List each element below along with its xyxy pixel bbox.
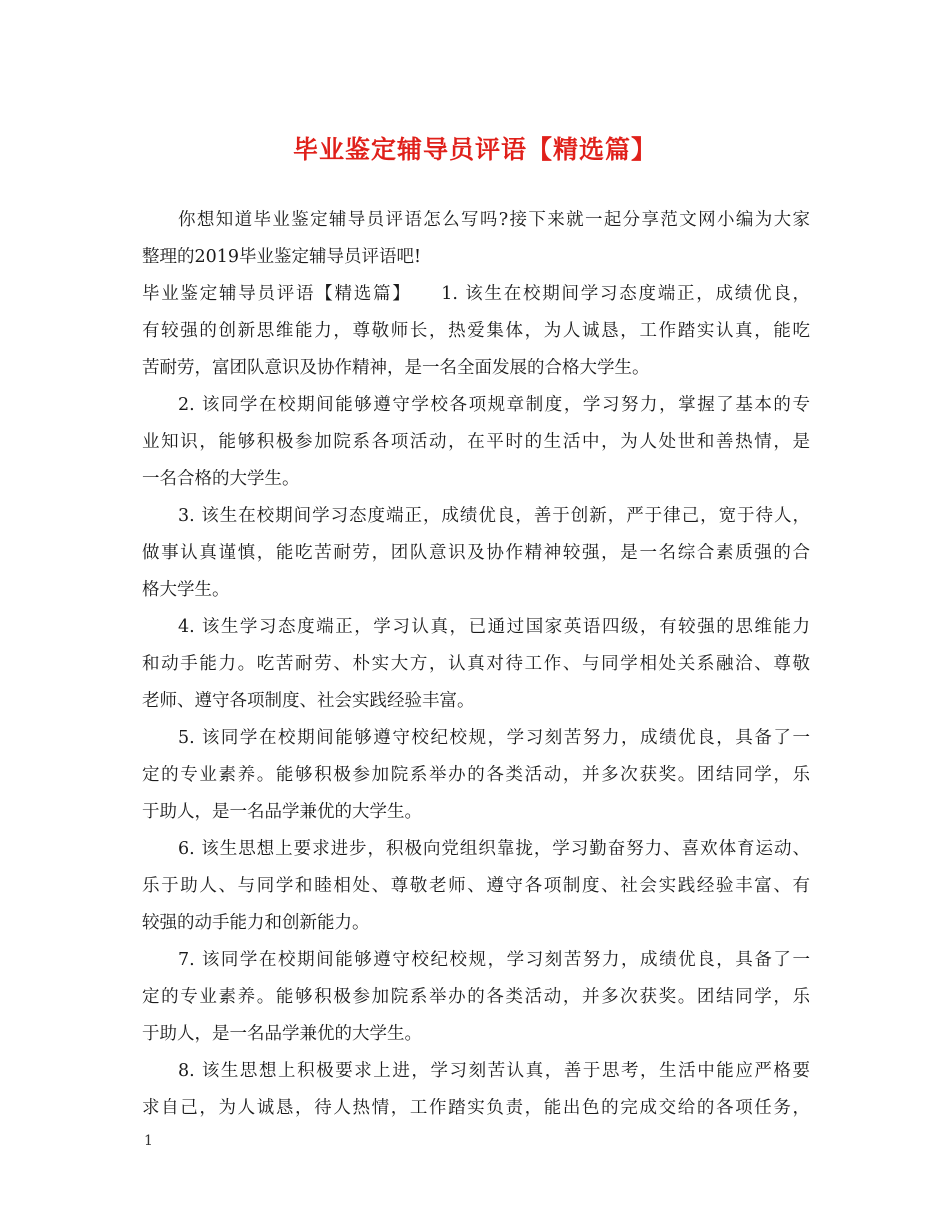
text-line: 求自己，为人诚恳，待人热情，工作踏实负责，能出色的完成交给的各项任务， — [142, 1098, 810, 1118]
text-line: 8. 该生思想上积极要求上进，学习刻苦认真，善于思考，生活中能应严格要 — [178, 1061, 810, 1081]
text-line: 于助人，是一名品学兼优的大学生。 — [142, 1024, 422, 1044]
text-line: 苦耐劳，富团队意识及协作精神，是一名全面发展的合格大学生。 — [142, 358, 650, 378]
text-line: 定的专业素养。能够积极参加院系举办的各类活动，并多次获奖。团结同学，乐 — [142, 765, 810, 785]
text-line: 业知识，能够积极参加院系各项活动，在平时的生活中，为人处世和善热情，是 — [142, 432, 810, 452]
text-line: 2. 该同学在校期间能够遵守学校各项规章制度，学习努力，掌握了基本的专 — [178, 395, 810, 415]
text-line: 5. 该同学在校期间能够遵守校纪校规，学习刻苦努力，成绩优良，具备了一 — [178, 728, 810, 748]
text-line: 于助人，是一名品学兼优的大学生。 — [142, 802, 422, 822]
text-line: 格大学生。 — [142, 580, 230, 600]
document-body — [142, 202, 810, 1127]
text-line: 较强的动手能力和创新能力。 — [142, 913, 370, 933]
text-line: 老师、遵守各项制度、社会实践经验丰富。 — [142, 691, 475, 711]
text-line: 有较强的创新思维能力，尊敬师长，热爱集体，为人诚恳，工作踏实认真，能吃 — [142, 321, 810, 341]
text-line: 整理的2019毕业鉴定辅导员评语吧! — [142, 247, 422, 267]
text-line: 毕业鉴定辅导员评语【精选篇】 1. 该生在校期间学习态度端正，成绩优良， — [142, 284, 810, 304]
text-line: 乐于助人、与同学和睦相处、尊敬老师、遵守各项制度、社会实践经验丰富、有 — [142, 876, 810, 896]
text-line: 你想知道毕业鉴定辅导员评语怎么写吗?接下来就一起分享范文网小编为大家 — [178, 210, 810, 230]
text-line: 一名合格的大学生。 — [142, 469, 300, 489]
document-title: 毕业鉴定辅导员评语【精选篇】 — [292, 135, 657, 164]
text-line: 做事认真谨慎，能吃苦耐劳，团队意识及协作精神较强，是一名综合素质强的合 — [142, 543, 810, 563]
text-line: 3. 该生在校期间学习态度端正，成绩优良，善于创新，严于律己，宽于待人， — [178, 506, 810, 526]
text-line: 定的专业素养。能够积极参加院系举办的各类活动，并多次获奖。团结同学，乐 — [142, 987, 810, 1007]
text-line: 4. 该生学习态度端正，学习认真，已通过国家英语四级，有较强的思维能力 — [178, 617, 810, 637]
text-line: 7. 该同学在校期间能够遵守校纪校规，学习刻苦努力，成绩优良，具备了一 — [178, 950, 810, 970]
text-line: 6. 该生思想上要求进步，积极向党组织靠拢，学习勤奋努力、喜欢体育运动、 — [178, 839, 810, 859]
page-number: 1 — [144, 1133, 153, 1149]
text-line: 和动手能力。吃苦耐劳、朴实大方，认真对待工作、与同学相处关系融洽、尊敬 — [142, 654, 810, 674]
